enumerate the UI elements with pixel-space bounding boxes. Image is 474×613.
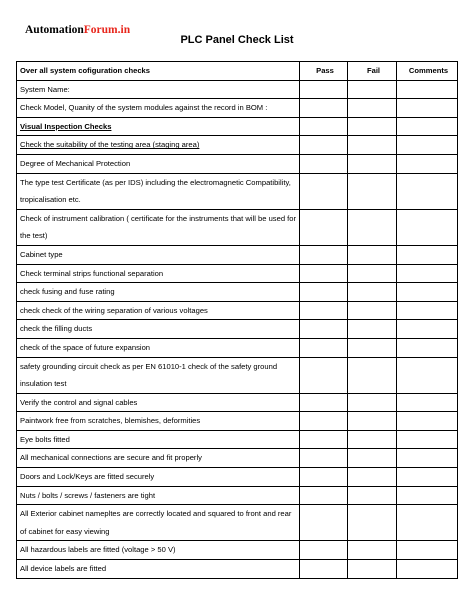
table-row	[17, 468, 458, 487]
pass-cell[interactable]	[300, 173, 348, 209]
check-item-cell	[17, 541, 300, 560]
check-item-cell	[17, 283, 300, 302]
comments-cell[interactable]	[397, 301, 458, 320]
comments-cell[interactable]	[397, 245, 458, 264]
comments-cell[interactable]	[397, 99, 458, 118]
fail-cell[interactable]	[348, 173, 397, 209]
comments-cell[interactable]	[397, 541, 458, 560]
check-item-text: check of the space of future expansion	[20, 342, 151, 352]
fail-cell[interactable]	[348, 505, 397, 541]
pass-cell[interactable]	[300, 117, 348, 136]
comments-cell[interactable]	[397, 449, 458, 468]
pass-cell[interactable]	[300, 80, 348, 99]
check-item-cell	[17, 430, 300, 449]
check-item-text: Doors and Lock/Keys are fitted securely	[20, 472, 155, 482]
header-fail: Fail	[348, 62, 397, 81]
comments-cell[interactable]	[397, 338, 458, 357]
check-item-cell	[17, 264, 300, 283]
table-row	[17, 154, 458, 173]
page-title: PLC Panel Check List	[180, 34, 294, 46]
header-item: Over all system cofiguration checks	[17, 62, 300, 81]
pass-cell[interactable]	[300, 154, 348, 173]
pass-cell[interactable]	[300, 264, 348, 283]
check-item-cell	[17, 560, 300, 579]
comments-cell[interactable]	[397, 560, 458, 579]
table-row	[17, 430, 458, 449]
pass-cell[interactable]	[300, 357, 348, 393]
check-item-cell	[17, 245, 300, 264]
table-row	[17, 320, 458, 339]
check-item-text: Nuts / bolts / screws / fasteners are tight	[20, 490, 156, 500]
check-item-text: Verify the control and signal cables	[20, 397, 138, 407]
check-item-text: check check of the wiring separation of various voltages	[20, 305, 208, 315]
comments-cell[interactable]	[397, 486, 458, 505]
fail-cell[interactable]	[348, 486, 397, 505]
fail-cell[interactable]	[348, 412, 397, 431]
checklist-table	[16, 61, 458, 579]
check-item-cell	[17, 449, 300, 468]
fail-cell[interactable]	[348, 560, 397, 579]
pass-cell[interactable]	[300, 541, 348, 560]
check-item-cell	[17, 505, 300, 541]
fail-cell[interactable]	[348, 117, 397, 136]
check-item-cell	[17, 136, 300, 155]
table-row	[17, 301, 458, 320]
pass-cell[interactable]	[300, 136, 348, 155]
pass-cell[interactable]	[300, 338, 348, 357]
fail-cell[interactable]	[348, 320, 397, 339]
check-item-cell	[17, 393, 300, 412]
comments-cell[interactable]	[397, 320, 458, 339]
comments-cell[interactable]	[397, 357, 458, 393]
check-item-text: All Exterior cabinet namepltes are correctly located and squared to front and rear of cabinet for easy viewing	[20, 509, 292, 536]
comments-cell[interactable]	[397, 468, 458, 487]
check-item-text: Cabinet type	[20, 249, 63, 259]
comments-cell[interactable]	[397, 136, 458, 155]
check-item-text: Check terminal strips functional separation	[20, 268, 164, 278]
comments-cell[interactable]	[397, 117, 458, 136]
comments-cell[interactable]	[397, 80, 458, 99]
check-item-text: All mechanical connections are secure and fit properly	[20, 453, 202, 463]
table-row	[17, 505, 458, 541]
check-item-text: Check Model, Quanity of the system modules against the record in BOM :	[20, 103, 268, 113]
fail-cell[interactable]	[348, 393, 397, 412]
check-item-cell	[17, 412, 300, 431]
brand-part-2: Forum.in	[83, 24, 131, 36]
table-row	[17, 449, 458, 468]
brand-part-1: Automation	[25, 24, 84, 36]
fail-cell[interactable]	[348, 430, 397, 449]
check-item-text: check the filling ducts	[20, 324, 93, 334]
check-item-cell	[17, 99, 300, 118]
fail-cell[interactable]	[348, 338, 397, 357]
table-row	[17, 136, 458, 155]
fail-cell[interactable]	[348, 468, 397, 487]
pass-cell[interactable]	[300, 505, 348, 541]
table-row	[17, 357, 458, 393]
pass-cell[interactable]	[300, 283, 348, 302]
comments-cell[interactable]	[397, 154, 458, 173]
pass-cell[interactable]	[300, 486, 348, 505]
check-item-text: The type test Certificate (as per IDS) including the electromagnetic Compatibility, tropicalisation etc.	[20, 177, 291, 205]
check-item-text: Eye bolts fitted	[20, 434, 70, 444]
comments-cell[interactable]	[397, 173, 458, 209]
check-item-cell	[17, 173, 300, 209]
check-item-text: All device labels are fitted	[20, 564, 107, 574]
check-item-text: All hazardous labels are fitted (voltage > 50 V)	[20, 545, 176, 555]
check-item-text: Check the suitability of the testing area (staging area)	[20, 140, 200, 150]
fail-cell[interactable]	[348, 154, 397, 173]
table-row	[17, 412, 458, 431]
table-row	[17, 245, 458, 264]
pass-cell[interactable]	[300, 301, 348, 320]
pass-cell[interactable]	[300, 320, 348, 339]
header-comments: Comments	[397, 62, 458, 81]
check-item-cell	[17, 357, 300, 393]
check-item-cell	[17, 320, 300, 339]
comments-cell[interactable]	[397, 264, 458, 283]
table-row	[17, 117, 458, 136]
check-item-text: Visual Inspection Checks	[20, 121, 112, 131]
table-row	[17, 393, 458, 412]
check-item-text: System Name:	[20, 84, 70, 94]
table-row	[17, 560, 458, 579]
check-item-text: check fusing and fuse rating	[20, 287, 115, 297]
fail-cell[interactable]	[348, 209, 397, 245]
fail-cell[interactable]	[348, 264, 397, 283]
fail-cell[interactable]	[348, 80, 397, 99]
check-item-text: Paintwork free from scratches, blemishes, deformities	[20, 416, 201, 426]
check-item-cell	[17, 338, 300, 357]
check-item-cell	[17, 117, 300, 136]
comments-cell[interactable]	[397, 430, 458, 449]
pass-cell[interactable]	[300, 209, 348, 245]
table-row	[17, 486, 458, 505]
fail-cell[interactable]	[348, 541, 397, 560]
comments-cell[interactable]	[397, 393, 458, 412]
check-item-cell	[17, 209, 300, 245]
fail-cell[interactable]	[348, 136, 397, 155]
table-row	[17, 173, 458, 209]
check-item-cell	[17, 301, 300, 320]
fail-cell[interactable]	[348, 245, 397, 264]
fail-cell[interactable]	[348, 283, 397, 302]
pass-cell[interactable]	[300, 560, 348, 579]
table-row	[17, 209, 458, 245]
table-row	[17, 99, 458, 118]
table-row	[17, 541, 458, 560]
table-row	[17, 264, 458, 283]
pass-cell[interactable]	[300, 468, 348, 487]
check-item-text: Check of instrument calibration ( certificate for the instruments that will be used for the test)	[20, 213, 297, 241]
table-row	[17, 338, 458, 357]
check-item-text: safety grounding circuit check as per EN 61010-1 check of the safety ground insulation test	[20, 361, 278, 389]
table-row	[17, 283, 458, 302]
fail-cell[interactable]	[348, 449, 397, 468]
pass-cell[interactable]	[300, 412, 348, 431]
pass-cell[interactable]	[300, 393, 348, 412]
pass-cell[interactable]	[300, 99, 348, 118]
comments-cell[interactable]	[397, 412, 458, 431]
pass-cell[interactable]	[300, 430, 348, 449]
pass-cell[interactable]	[300, 449, 348, 468]
header-pass: Pass	[300, 62, 348, 81]
check-item-cell	[17, 80, 300, 99]
comments-cell[interactable]	[397, 505, 458, 541]
fail-cell[interactable]	[348, 357, 397, 393]
check-item-cell	[17, 468, 300, 487]
check-item-text: Degree of Mechanical Protection	[20, 158, 131, 168]
pass-cell[interactable]	[300, 245, 348, 264]
header-row	[17, 62, 458, 81]
check-item-cell	[17, 486, 300, 505]
comments-cell[interactable]	[397, 283, 458, 302]
check-item-cell	[17, 154, 300, 173]
fail-cell[interactable]	[348, 301, 397, 320]
fail-cell[interactable]	[348, 99, 397, 118]
table-row	[17, 80, 458, 99]
comments-cell[interactable]	[397, 209, 458, 245]
